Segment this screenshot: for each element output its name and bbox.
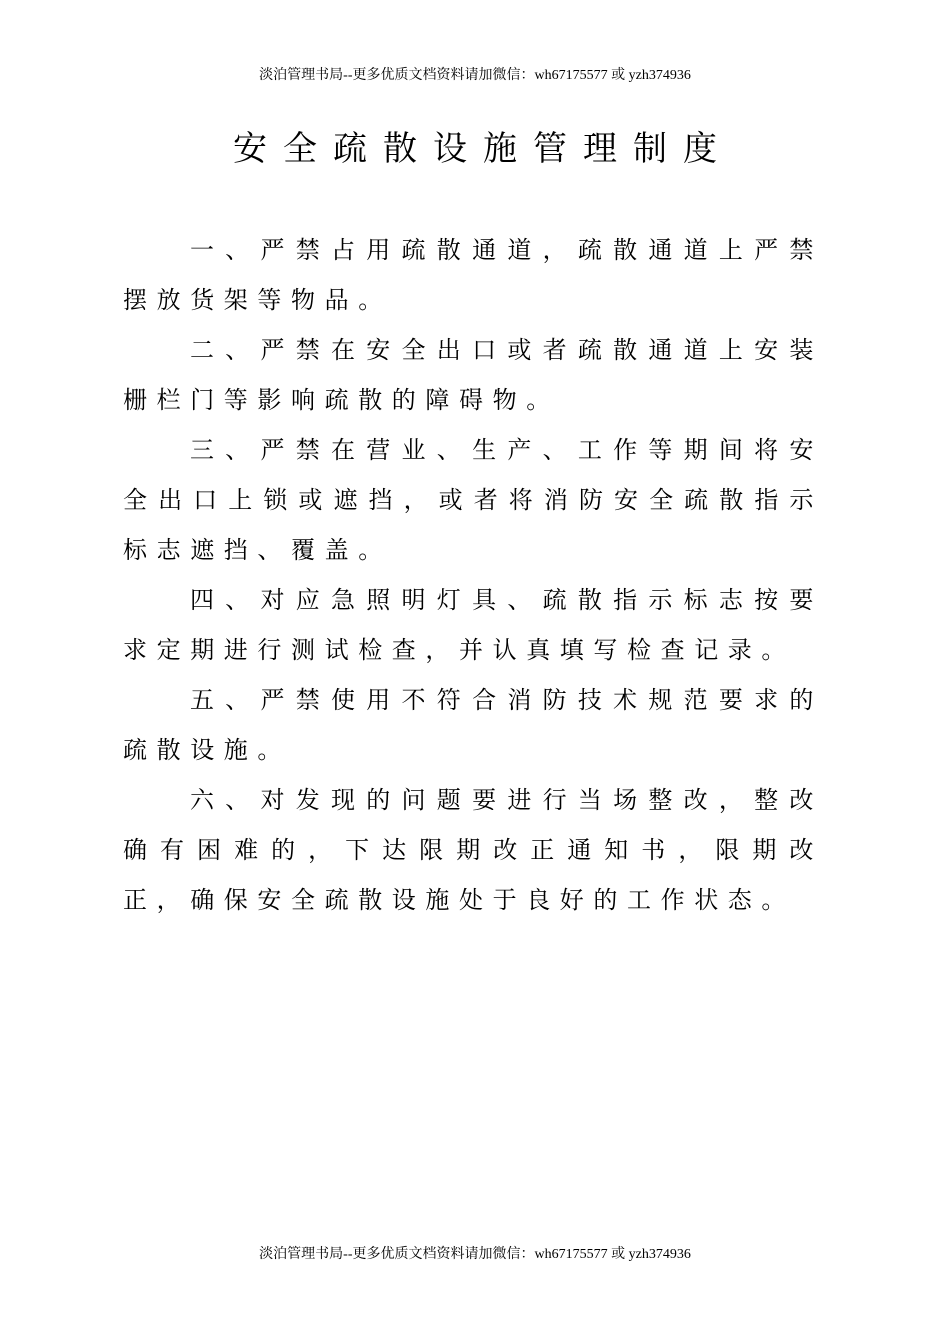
- rule-paragraph-4: 四、对应急照明灯具、疏散指示标志按要求定期进行测试检查，并认真填写检查记录。: [123, 586, 823, 664]
- page-header: 淡泊管理书局--更多优质文档资料请加微信：wh67175577 或 yzh374936: [259, 68, 691, 83]
- rule-paragraph-6: 六、对发现的问题要进行当场整改，整改确有困难的，下达限期改正通知书，限期改正，确保安全疏散设施处于良好的工作状态。: [123, 786, 823, 914]
- rule-paragraph-1: 一、严禁占用疏散通道，疏散通道上严禁摆放货架等物品。: [123, 236, 823, 314]
- rule-paragraph-3: 三、严禁在营业、生产、工作等期间将安全出口上锁或遮挡，或者将消防安全疏散指示标志遮挡、覆盖。: [123, 436, 823, 564]
- page-footer: 淡泊管理书局--更多优质文档资料请加微信：wh67175577 或 yzh374936: [259, 1247, 691, 1262]
- document-title: 安全疏散设施管理制度: [233, 129, 733, 169]
- rule-paragraph-5: 五、严禁使用不符合消防技术规范要求的疏散设施。: [123, 686, 823, 764]
- rule-paragraph-2: 二、严禁在安全出口或者疏散通道上安装栅栏门等影响疏散的障碍物。: [123, 336, 823, 414]
- document-body: [123, 225, 823, 925]
